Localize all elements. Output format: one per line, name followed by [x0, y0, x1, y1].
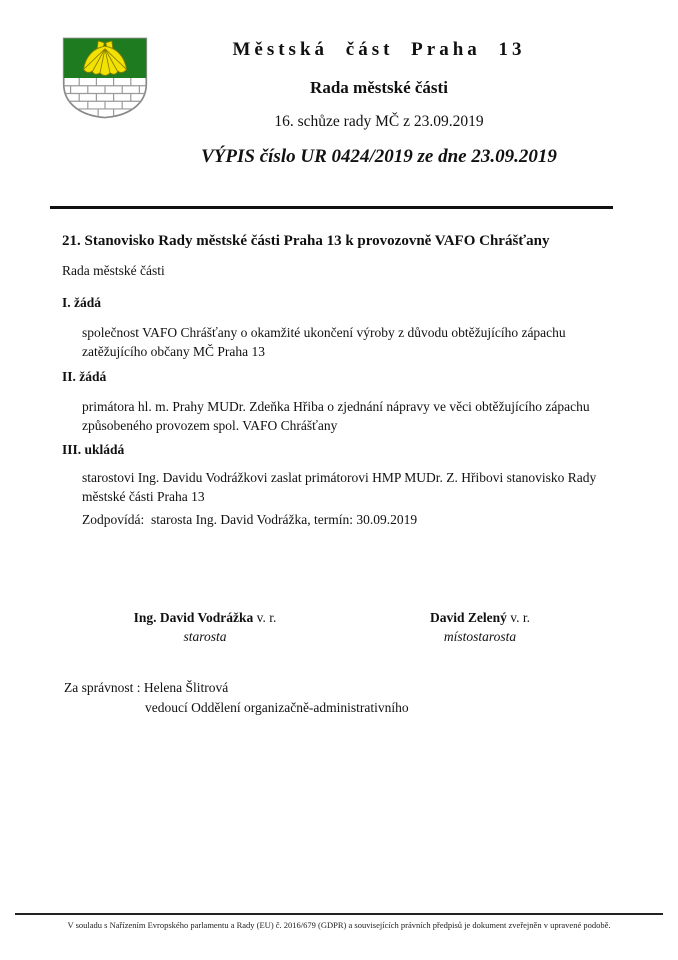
signature-deputy-name: [385, 608, 575, 627]
footer-divider-rule: [15, 913, 663, 915]
section-1-label: I. žádá: [62, 295, 102, 310]
clerk-title-line: vedoucí Oddělení organizačně-administrativního: [145, 700, 409, 715]
authority-title: Městská část Praha 13: [232, 39, 526, 60]
document-header: [148, 38, 610, 168]
signature-deputy: [385, 608, 575, 646]
authority-subtitle: Rada městské části: [310, 78, 448, 97]
session-line: 16. schůze rady MČ z 23.09.2019: [274, 113, 484, 130]
signature-mayor-role: starosta: [183, 629, 227, 644]
signature-mayor-name-bold: Ing. David Vodrážka: [133, 610, 254, 625]
extract-title: VÝPIS číslo UR 0424/2019 ze dne 23.09.2019: [201, 146, 557, 167]
signature-mayor-name: [105, 608, 305, 627]
gdpr-notice: V souladu s Nařízením Evropského parlamentu a Rady (EU) č. 2016/679 (GDPR) a souvisejících právních předpisů je dokument zveřejněn v upravené podobě.: [67, 920, 611, 930]
resolution-heading: 21. Stanovisko Rady městské části Praha 13 k provozovně VAFO Chrášťany: [62, 233, 550, 249]
praha13-coat-of-arms: [62, 36, 148, 120]
signature-mayor: [105, 608, 305, 646]
crest-svg: [62, 36, 148, 120]
section-3-text: starostovi Ing. Davidu Vodrážkovi zaslat primátorovi HMP MUDr. Z. Hřibovi stanovisko Rady městské části Praha 13: [82, 470, 597, 504]
signature-deputy-suffix: v. r.: [506, 610, 530, 625]
section-3-label: III. ukládá: [62, 442, 125, 457]
section-2-text: primátora hl. m. Prahy MUDr. Zdeňka Hřiba o zjednání nápravy ve věci obtěžujícího zápachu způsobeného provozem spol. VAFO Chrášťany: [82, 399, 590, 433]
header-divider-rule: [50, 206, 613, 209]
resolution-intro: Rada městské části: [62, 263, 165, 278]
signature-deputy-name-bold: David Zelený: [429, 610, 507, 625]
section-2-label: II. žádá: [62, 369, 107, 384]
clerk-correctness-line: Za správnost : Helena Šlitrová: [64, 680, 229, 695]
section-1-text: společnost VAFO Chrášťany o okamžité ukončení výroby z důvodu obtěžujícího zápachu zatěžujícího občany MČ Praha 13: [82, 325, 566, 359]
signature-mayor-suffix: v. r.: [253, 610, 277, 625]
responsibility-line: Zodpovídá: starosta Ing. David Vodrážka, termín: 30.09.2019: [82, 512, 418, 527]
signature-deputy-role: místostarosta: [443, 629, 517, 644]
